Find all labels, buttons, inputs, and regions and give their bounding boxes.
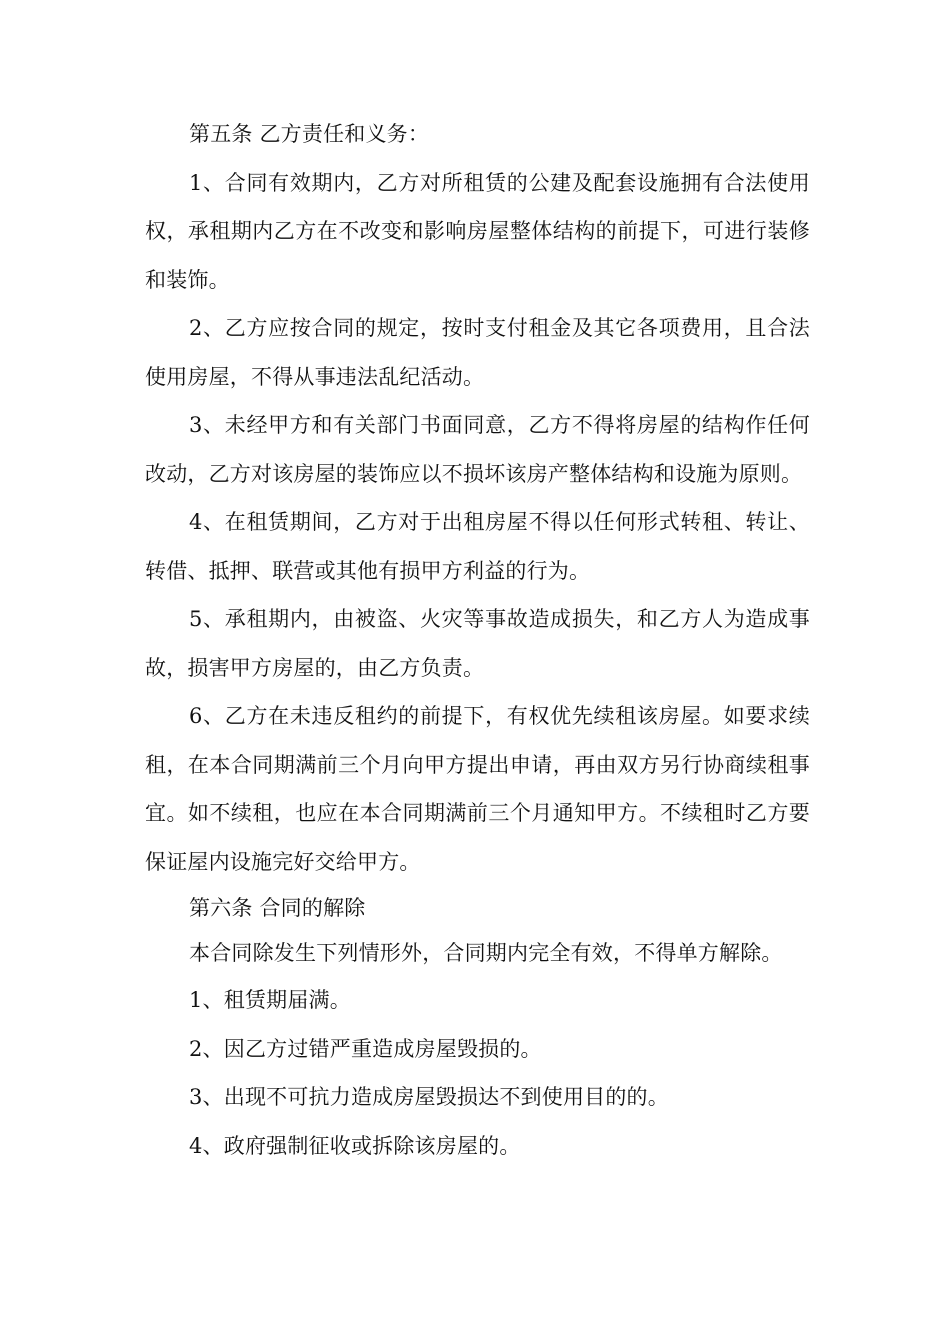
clause-5-3: 3、未经甲方和有关部门书面同意，乙方不得将房屋的结构作任何改动，乙方对该房屋的装饰应以不损坏该房产整体结构和设施为原则。 bbox=[145, 413, 810, 486]
clause-6-1: 1、租赁期届满。 bbox=[189, 988, 351, 1012]
clause-5-4: 4、在租赁期间，乙方对于出租房屋不得以任何形式转租、转让、转借、抵押、联营或其他有损甲方利益的行为。 bbox=[145, 510, 810, 583]
document-body bbox=[145, 110, 810, 1170]
clause-5-2: 2、乙方应按合同的规定，按时支付租金及其它各项费用，且合法使用房屋，不得从事违法乱纪活动。 bbox=[145, 316, 810, 389]
clause-6-4: 4、政府强制征收或拆除该房屋的。 bbox=[189, 1133, 521, 1158]
section-heading-article-5: 第五条 乙方责任和义务： bbox=[189, 122, 430, 146]
article-6-intro: 本合同除发生下列情形外，合同期内完全有效，不得单方解除。 bbox=[189, 941, 783, 965]
clause-5-6: 6、乙方在未违反租约的前提下，有权优先续租该房屋。如要求续租，在本合同期满前三个月向甲方提出申请，再由双方另行协商续租事宜。如不续租，也应在本合同期满前三个月通知甲方。不续租时乙方要保证屋内设施完好交给甲方。 bbox=[145, 704, 810, 874]
section-heading-article-6: 第六条 合同的解除 bbox=[189, 896, 366, 920]
clause-6-3: 3、出现不可抗力造成房屋毁损达不到使用目的的。 bbox=[189, 1085, 669, 1109]
clause-5-1: 1、合同有效期内，乙方对所租赁的公建及配套设施拥有合法使用权，承租期内乙方在不改变和影响房屋整体结构的前提下，可进行装修和装饰。 bbox=[145, 170, 810, 292]
clause-5-5: 5、承租期内，由被盗、火灾等事故造成损失，和乙方人为造成事故，损害甲方房屋的，由乙方负责。 bbox=[145, 607, 810, 680]
clause-6-2: 2、因乙方过错严重造成房屋毁损的。 bbox=[189, 1036, 542, 1061]
